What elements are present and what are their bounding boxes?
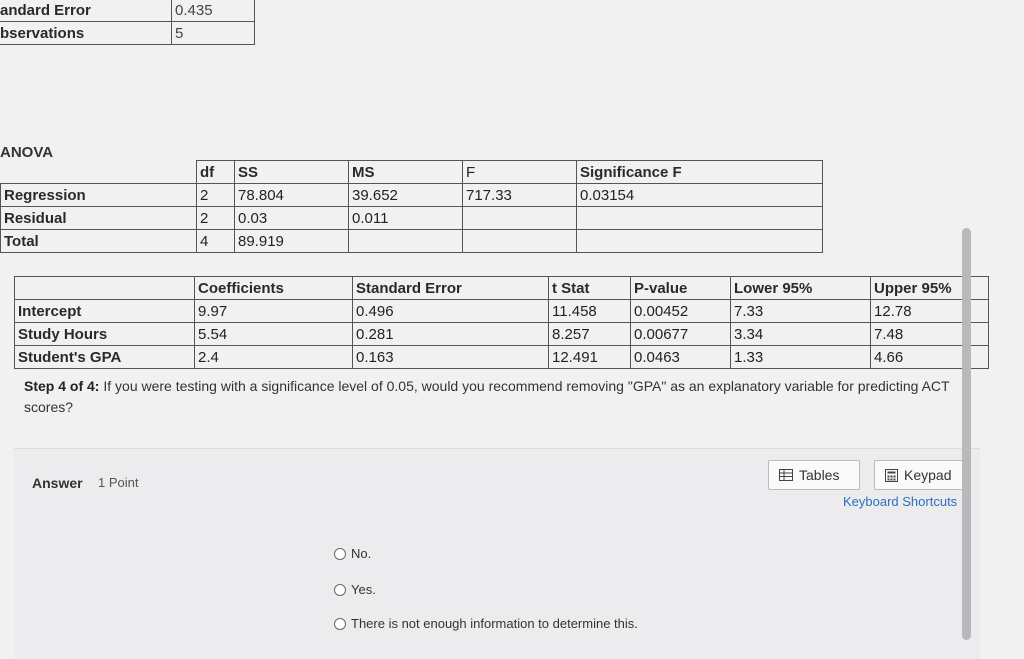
table-row (15, 300, 989, 323)
header-cell: P-value (631, 277, 731, 300)
cell: 12.78 (871, 300, 989, 323)
stat-label: andard Error (0, 0, 172, 22)
table-row (0, 0, 255, 22)
cell: 4.66 (871, 346, 989, 369)
row-label: Total (1, 230, 197, 253)
keypad-button-label: Keypad (904, 467, 952, 483)
cell: 9.97 (195, 300, 353, 323)
cell: 0.03 (235, 207, 349, 230)
points-label: 1 Point (98, 475, 139, 490)
cell: 5.54 (195, 323, 353, 346)
cell: 2.4 (195, 346, 353, 369)
table-row (15, 323, 989, 346)
row-label: Study Hours (15, 323, 195, 346)
radio-button[interactable] (334, 584, 346, 596)
cell: 0.03154 (577, 184, 823, 207)
table-row (15, 346, 989, 369)
table-row (1, 230, 823, 253)
stat-label: bservations (0, 22, 172, 45)
cell: 2 (197, 207, 235, 230)
cell (349, 230, 463, 253)
cell: 0.0463 (631, 346, 731, 369)
cell: 0.281 (353, 323, 549, 346)
cell: 0.00452 (631, 300, 731, 323)
cell: 0.163 (353, 346, 549, 369)
cell: 8.257 (549, 323, 631, 346)
cell (463, 207, 577, 230)
cell: 39.652 (349, 184, 463, 207)
stat-value: 0.435 (172, 0, 255, 22)
radio-button[interactable] (334, 548, 346, 560)
option-label: Yes. (351, 582, 376, 597)
keyboard-shortcuts-link[interactable]: Keyboard Shortcuts (843, 494, 958, 509)
header-cell: MS (349, 161, 463, 184)
header-cell (1, 161, 197, 184)
tables-button-label: Tables (799, 467, 840, 483)
cell: 717.33 (463, 184, 577, 207)
cell: 11.458 (549, 300, 631, 323)
cell: 1.33 (731, 346, 871, 369)
header-cell: t Stat (549, 277, 631, 300)
cell (463, 230, 577, 253)
header-cell: Significance F (577, 161, 823, 184)
cell: 78.804 (235, 184, 349, 207)
header-cell: df (197, 161, 235, 184)
table-grid-icon (779, 469, 793, 481)
table-row (0, 22, 255, 45)
radio-button[interactable] (334, 618, 346, 630)
cell (577, 207, 823, 230)
cell: 7.33 (731, 300, 871, 323)
row-label: Regression (1, 184, 197, 207)
regression-stats-table (0, 0, 255, 45)
keypad-button[interactable] (874, 460, 968, 490)
anova-title: ANOVA (0, 144, 54, 161)
cell: 89.919 (235, 230, 349, 253)
anova-table (0, 160, 823, 253)
cell: 0.011 (349, 207, 463, 230)
cell: 2 (197, 184, 235, 207)
row-label: Intercept (15, 300, 195, 323)
tables-button[interactable] (768, 460, 860, 490)
table-header-row (1, 161, 823, 184)
table-row (1, 184, 823, 207)
cell: 7.48 (871, 323, 989, 346)
header-cell: Standard Error (353, 277, 549, 300)
option-not-enough-info[interactable] (334, 616, 638, 631)
scrollbar[interactable] (962, 228, 971, 640)
header-cell: SS (235, 161, 349, 184)
header-cell: F (463, 161, 577, 184)
header-cell: Coefficients (195, 277, 353, 300)
cell: 12.491 (549, 346, 631, 369)
calculator-icon (885, 469, 898, 482)
table-row (1, 207, 823, 230)
answer-label: Answer (32, 475, 83, 491)
cell (577, 230, 823, 253)
header-cell: Upper 95% (871, 277, 989, 300)
cell: 4 (197, 230, 235, 253)
question-text (24, 376, 964, 418)
coefficients-table (14, 276, 989, 369)
row-label: Residual (1, 207, 197, 230)
option-yes[interactable] (334, 582, 376, 597)
header-cell: Lower 95% (731, 277, 871, 300)
option-label: There is not enough information to determine this. (351, 616, 638, 631)
option-no[interactable] (334, 546, 371, 561)
question-body: If you were testing with a significance level of 0.05, would you recommend removing "GPA" as an explanatory variable for predicting ACT scores? (24, 378, 950, 415)
row-label: Student's GPA (15, 346, 195, 369)
option-label: No. (351, 546, 372, 561)
header-cell (15, 277, 195, 300)
table-header-row (15, 277, 989, 300)
cell: 0.00677 (631, 323, 731, 346)
step-label: Step 4 of 4: (24, 378, 100, 394)
cell: 0.496 (353, 300, 549, 323)
stat-value: 5 (172, 22, 255, 45)
cell: 3.34 (731, 323, 871, 346)
